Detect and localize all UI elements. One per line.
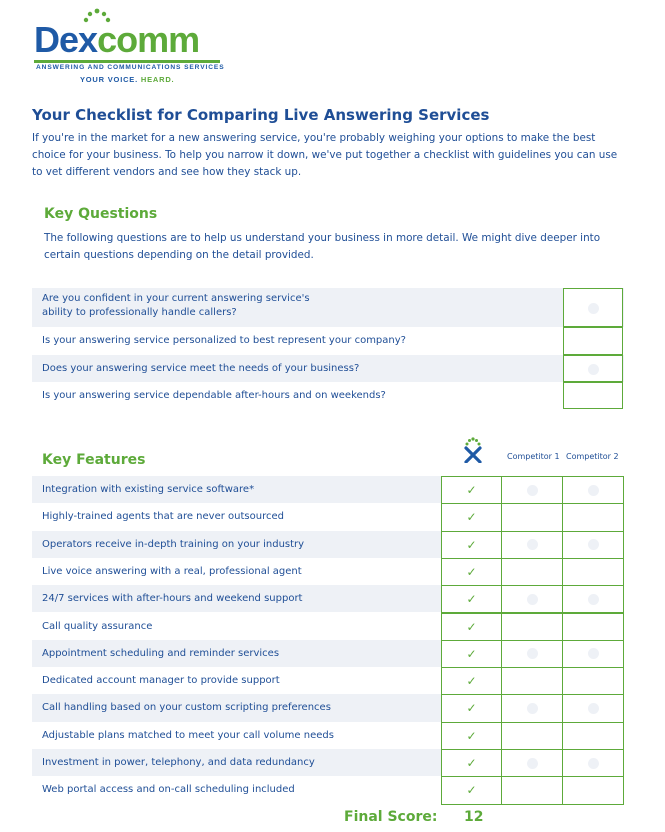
feature-row [32,476,624,503]
question-row [32,288,624,327]
competitor-1-cell[interactable] [501,640,563,668]
competitor-1-cell[interactable] [501,558,563,586]
empty-dot-icon [527,594,538,605]
page-title: Your Checklist for Comparing Live Answering Services [32,106,490,124]
competitor-2-cell[interactable] [562,640,624,668]
check-icon: ✓ [466,783,477,798]
dexcomm-check-cell[interactable] [441,503,502,531]
feature-label: Integration with existing service software* [42,484,255,495]
empty-dot-icon [588,703,599,714]
check-icon: ✓ [466,756,477,770]
competitor-1-cell[interactable] [501,749,563,777]
feature-label: Investment in power, telephony, and data redundancy [42,757,315,768]
competitor-1-cell[interactable] [501,722,563,750]
competitor-2-cell[interactable] [562,503,624,531]
check-icon: ✓ [466,728,477,743]
dexcomm-logo [34,8,224,84]
competitor-2-cell[interactable] [562,667,624,695]
dexcomm-check-cell[interactable] [441,613,502,641]
final-score-value: 12 [464,809,484,825]
column-header-competitor-1: Competitor 1 [507,452,560,461]
check-icon: ✓ [466,537,477,552]
check-icon: ✓ [466,701,477,716]
competitor-2-cell[interactable] [562,585,624,613]
feature-row [32,776,624,803]
question-text: Is your answering service personalized to best represent your company? [42,335,406,346]
feature-row [32,503,624,530]
feature-row [32,722,624,749]
key-questions-description: The following questions are to help us understand your business in more detail. We might dive deeper into certain questions depending on the detail provided. [44,232,601,261]
check-icon: ✓ [466,674,477,689]
feature-row [32,749,624,776]
check-icon: ✓ [466,592,477,607]
question-row [32,327,624,355]
check-icon: ✓ [466,483,477,497]
feature-row [32,585,624,612]
feature-label: 24/7 services with after-hours and weekend support [42,593,303,605]
final-score-label: Final Score: [344,809,438,825]
dexcomm-column-icon [463,437,483,463]
empty-dot-icon [588,594,599,605]
empty-dot-icon [527,648,538,659]
dexcomm-check-cell[interactable] [441,531,502,559]
feature-label: Call handling based on your custom scripting preferences [42,702,331,714]
empty-dot-icon [588,303,599,314]
dexcomm-check-cell[interactable] [441,749,502,777]
dexcomm-check-cell[interactable] [441,667,502,695]
empty-dot-icon [588,758,599,769]
question-row [32,382,624,409]
feature-label: Adjustable plans matched to meet your call volume needs [42,729,334,741]
competitor-1-cell[interactable] [501,531,563,559]
logo-underline [34,60,220,63]
empty-dot-icon [588,485,599,496]
dexcomm-check-cell[interactable] [441,722,502,750]
competitor-2-cell[interactable] [562,722,624,750]
feature-row [32,531,624,558]
empty-dot-icon [527,485,538,496]
competitor-2-cell[interactable] [562,776,624,804]
competitor-1-cell[interactable] [501,667,563,695]
dexcomm-check-cell[interactable] [441,558,502,586]
answer-checkbox[interactable] [563,382,623,409]
question-text: Does your answering service meet the needs of your business? [42,363,360,374]
feature-label: Highly-trained agents that are never outsourced [42,511,284,523]
dexcomm-check-cell[interactable] [441,476,502,504]
competitor-1-cell[interactable] [501,694,563,722]
answer-checkbox[interactable] [563,288,623,327]
column-header-competitor-2: Competitor 2 [566,452,619,461]
feature-row [32,667,624,694]
empty-dot-icon [527,539,538,550]
check-icon: ✓ [466,510,477,525]
feature-label: Web portal access and on-call scheduling included [42,784,295,796]
logo-subtitle: ANSWERING AND COMMUNICATIONS SERVICES [36,64,225,71]
check-icon: ✓ [466,564,477,579]
key-questions-heading: Key Questions [44,206,158,222]
feature-label: Call quality assurance [42,620,153,632]
question-text: Is your answering service dependable after-hours and on weekends? [42,390,386,401]
feature-label: Appointment scheduling and reminder services [42,647,280,659]
answer-checkbox[interactable] [563,327,623,355]
question-text: Are you confident in your current answering service's ability to professionally handle callers? [42,293,310,318]
feature-label: Operators receive in-depth training on your industry [42,538,305,550]
answer-checkbox[interactable] [563,355,623,382]
feature-row [32,613,624,640]
competitor-1-cell[interactable] [501,776,563,804]
competitor-2-cell[interactable] [562,531,624,559]
competitor-2-cell[interactable] [562,749,624,777]
feature-row [32,640,624,667]
dexcomm-check-cell[interactable] [441,640,502,668]
empty-dot-icon [527,703,538,714]
feature-label: Live voice answering with a real, professional agent [42,565,302,577]
feature-row [32,558,624,585]
feature-row [32,694,624,721]
competitor-1-cell[interactable] [501,585,563,613]
competitor-2-cell[interactable] [562,694,624,722]
dexcomm-check-cell[interactable] [441,585,502,613]
key-features-heading: Key Features [42,452,146,468]
competitor-1-cell[interactable] [501,503,563,531]
empty-dot-icon [588,539,599,550]
empty-dot-icon [527,758,538,769]
logo-wordmark: Dexcomm [34,19,200,60]
competitor-2-cell[interactable] [562,476,624,504]
empty-dot-icon [588,648,599,659]
competitor-1-cell[interactable] [501,476,563,504]
feature-label: Dedicated account manager to provide support [42,675,280,687]
logo-tagline: YOUR VOICE. HEARD. [80,75,175,84]
competitor-2-cell[interactable] [562,558,624,586]
check-icon: ✓ [466,619,477,634]
check-icon: ✓ [466,646,477,661]
competitor-2-cell[interactable] [562,613,624,641]
dexcomm-check-cell[interactable] [441,694,502,722]
intro-paragraph: If you're in the market for a new answering service, you're probably weighing your options to make the best choice for your business. To help you narrow it down, we've put together a checklist with guidelines you can use to vet different vendors and see how they stack up. [32,132,618,178]
competitor-1-cell[interactable] [501,613,563,641]
question-row [32,355,624,382]
dexcomm-check-cell[interactable] [441,776,502,804]
empty-dot-icon [588,364,599,375]
